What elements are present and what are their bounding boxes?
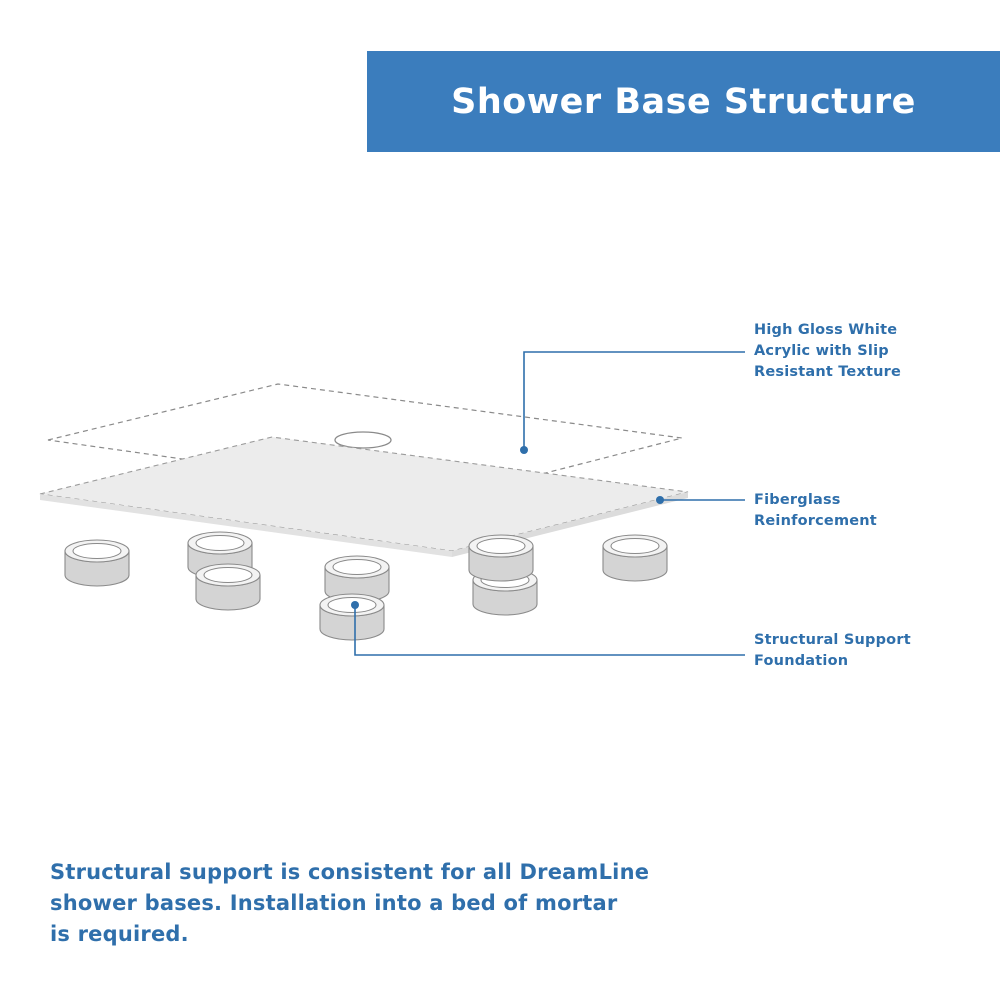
- callout-fiberglass-line-1: Fiberglass: [754, 492, 841, 508]
- leader-line-acrylic: [524, 352, 745, 450]
- support-ring-group: [65, 532, 667, 640]
- leader-dot-fiberglass: [656, 496, 664, 504]
- leader-line-support: [355, 605, 745, 655]
- footer-note-line-1: Structural support is consistent for all DreamLine: [50, 860, 650, 884]
- support-ring: [65, 540, 129, 586]
- callout-support-line-1: Structural Support: [754, 632, 911, 648]
- callout-support-line-2: Foundation: [754, 653, 849, 669]
- callout-fiberglass-line-2: Reinforcement: [754, 513, 877, 529]
- callout-acrylic-line-3: Resistant Texture: [754, 364, 902, 380]
- callout-fiberglass: [754, 490, 984, 532]
- callout-support: [754, 630, 984, 672]
- drain-opening: [335, 432, 391, 448]
- support-ring: [196, 564, 260, 610]
- footer-note: [50, 857, 690, 950]
- callout-acrylic-line-1: High Gloss White: [754, 322, 898, 338]
- callout-acrylic: [754, 320, 984, 383]
- footer-note-line-3: is required.: [50, 922, 189, 946]
- support-ring: [469, 535, 533, 581]
- leader-dot-support: [351, 601, 359, 609]
- fiberglass-layer: [40, 437, 688, 557]
- support-ring: [320, 594, 384, 640]
- support-ring: [603, 535, 667, 581]
- leader-dot-acrylic: [520, 446, 528, 454]
- callout-acrylic-line-2: Acrylic with Slip: [754, 343, 889, 359]
- page-title: Shower Base Structure: [451, 81, 916, 122]
- footer-note-line-2: shower bases. Installation into a bed of mortar: [50, 891, 618, 915]
